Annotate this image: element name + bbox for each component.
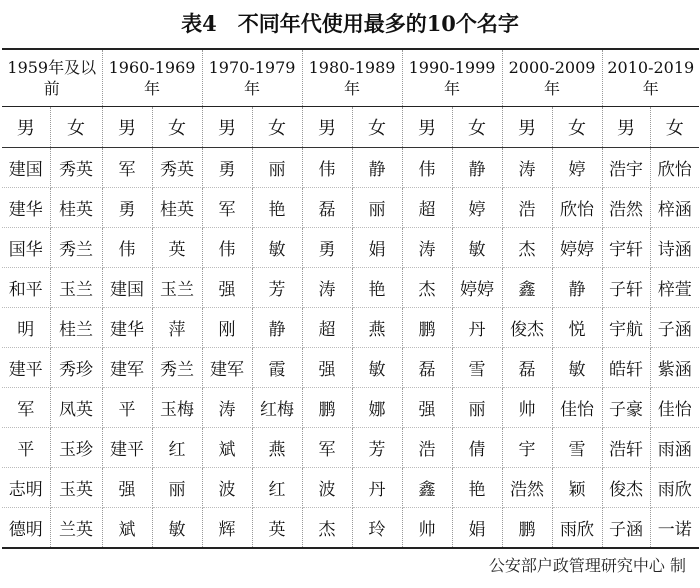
- female-name-cell: 艳: [252, 188, 302, 228]
- male-name-cell: 俊杰: [502, 308, 552, 348]
- female-name-cell: 秀兰: [152, 348, 202, 388]
- female-name-cell: 丹: [452, 308, 502, 348]
- male-header: 男: [402, 107, 452, 148]
- male-name-cell: 浩轩: [602, 428, 650, 468]
- male-name-cell: 鑫: [502, 268, 552, 308]
- female-name-cell: 静: [552, 268, 602, 308]
- female-name-cell: 丽: [452, 388, 502, 428]
- female-name-cell: 静: [452, 148, 502, 188]
- male-name-cell: 斌: [102, 508, 152, 549]
- male-name-cell: 建华: [2, 188, 50, 228]
- female-name-cell: 雪: [452, 348, 502, 388]
- male-name-cell: 波: [302, 468, 352, 508]
- male-name-cell: 鹏: [302, 388, 352, 428]
- male-name-cell: 强: [302, 348, 352, 388]
- male-name-cell: 涛: [402, 228, 452, 268]
- male-name-cell: 涛: [202, 388, 252, 428]
- table-row: [2, 228, 699, 268]
- female-name-cell: 秀英: [50, 148, 102, 188]
- decade-range: 1980-1989: [308, 58, 396, 77]
- female-name-cell: 婷婷: [452, 268, 502, 308]
- male-name-cell: 强: [102, 468, 152, 508]
- male-name-cell: 强: [402, 388, 452, 428]
- female-header: 女: [650, 107, 699, 148]
- female-name-cell: 颖: [552, 468, 602, 508]
- female-name-cell: 梓萱: [650, 268, 699, 308]
- female-name-cell: 婷婷: [552, 228, 602, 268]
- male-name-cell: 建平: [2, 348, 50, 388]
- male-name-cell: 军: [2, 388, 50, 428]
- female-name-cell: 雨涵: [650, 428, 699, 468]
- female-name-cell: 一诺: [650, 508, 699, 549]
- decade-range: 1990-1999: [408, 58, 496, 77]
- table-row: [2, 308, 699, 348]
- female-name-cell: 芳: [252, 268, 302, 308]
- female-name-cell: 敏: [552, 348, 602, 388]
- male-name-cell: 志明: [2, 468, 50, 508]
- male-name-cell: 子轩: [602, 268, 650, 308]
- male-name-cell: 平: [2, 428, 50, 468]
- female-name-cell: 佳怡: [650, 388, 699, 428]
- female-name-cell: 丽: [152, 468, 202, 508]
- female-name-cell: 萍: [152, 308, 202, 348]
- sex-header-row: [2, 107, 699, 148]
- female-name-cell: 玉兰: [50, 268, 102, 308]
- female-name-cell: 秀兰: [50, 228, 102, 268]
- male-name-cell: 伟: [402, 148, 452, 188]
- female-name-cell: 桂英: [152, 188, 202, 228]
- decade-range: 1960-1969: [108, 58, 196, 77]
- female-name-cell: 芳: [352, 428, 402, 468]
- female-name-cell: 敏: [452, 228, 502, 268]
- male-name-cell: 明: [2, 308, 50, 348]
- male-header: 男: [2, 107, 50, 148]
- male-name-cell: 涛: [302, 268, 352, 308]
- decade-header: [102, 49, 202, 107]
- male-name-cell: 伟: [202, 228, 252, 268]
- female-name-cell: 秀珍: [50, 348, 102, 388]
- male-name-cell: 超: [302, 308, 352, 348]
- male-name-cell: 军: [302, 428, 352, 468]
- female-header: 女: [452, 107, 502, 148]
- decade-header: [2, 49, 102, 107]
- top-names-table: [2, 48, 699, 549]
- male-name-cell: 国华: [2, 228, 50, 268]
- male-name-cell: 帅: [502, 388, 552, 428]
- male-name-cell: 勇: [102, 188, 152, 228]
- female-name-cell: 倩: [452, 428, 502, 468]
- male-name-cell: 杰: [502, 228, 552, 268]
- table-row: [2, 508, 699, 549]
- male-name-cell: 浩然: [602, 188, 650, 228]
- female-name-cell: 敏: [252, 228, 302, 268]
- female-name-cell: 玲: [352, 508, 402, 549]
- male-name-cell: 宇: [502, 428, 552, 468]
- female-name-cell: 兰英: [50, 508, 102, 549]
- male-name-cell: 杰: [302, 508, 352, 549]
- decade-header-row: [2, 49, 699, 107]
- female-name-cell: 丽: [352, 188, 402, 228]
- table-row: [2, 268, 699, 308]
- male-header: 男: [102, 107, 152, 148]
- decade-suffix: 前: [43, 79, 60, 98]
- female-name-cell: 娟: [352, 228, 402, 268]
- male-name-cell: 建军: [202, 348, 252, 388]
- female-name-cell: 燕: [252, 428, 302, 468]
- female-name-cell: 英: [152, 228, 202, 268]
- male-name-cell: 斌: [202, 428, 252, 468]
- male-name-cell: 军: [202, 188, 252, 228]
- source-credit: 公安部户政管理研究中心 制: [488, 556, 686, 575]
- male-name-cell: 宇航: [602, 308, 650, 348]
- decade-suffix: 年: [444, 79, 461, 98]
- female-name-cell: 雨欣: [552, 508, 602, 549]
- table-row: [2, 428, 699, 468]
- table-row: [2, 468, 699, 508]
- male-name-cell: 勇: [202, 148, 252, 188]
- male-name-cell: 建国: [2, 148, 50, 188]
- female-name-cell: 静: [352, 148, 402, 188]
- male-name-cell: 强: [202, 268, 252, 308]
- male-header: 男: [602, 107, 650, 148]
- table-row: [2, 348, 699, 388]
- female-name-cell: 英: [252, 508, 302, 549]
- female-name-cell: 秀英: [152, 148, 202, 188]
- decade-suffix: 年: [244, 79, 261, 98]
- table-row: [2, 188, 699, 228]
- female-name-cell: 欣怡: [650, 148, 699, 188]
- female-name-cell: 雨欣: [650, 468, 699, 508]
- male-name-cell: 帅: [402, 508, 452, 549]
- male-name-cell: 磊: [402, 348, 452, 388]
- decade-suffix: 年: [544, 79, 561, 98]
- male-name-cell: 子涵: [602, 508, 650, 549]
- female-name-cell: 婷: [452, 188, 502, 228]
- female-header: 女: [252, 107, 302, 148]
- female-name-cell: 霞: [252, 348, 302, 388]
- female-header: 女: [552, 107, 602, 148]
- decade-range: 1970-1979: [208, 58, 296, 77]
- female-name-cell: 敏: [352, 348, 402, 388]
- male-name-cell: 辉: [202, 508, 252, 549]
- female-name-cell: 艳: [452, 468, 502, 508]
- female-name-cell: 佳怡: [552, 388, 602, 428]
- male-name-cell: 伟: [102, 228, 152, 268]
- male-name-cell: 德明: [2, 508, 50, 549]
- female-name-cell: 欣怡: [552, 188, 602, 228]
- female-header: 女: [50, 107, 102, 148]
- male-name-cell: 子豪: [602, 388, 650, 428]
- male-name-cell: 涛: [502, 148, 552, 188]
- male-header: 男: [502, 107, 552, 148]
- decade-suffix: 年: [344, 79, 361, 98]
- female-name-cell: 丽: [252, 148, 302, 188]
- male-name-cell: 鑫: [402, 468, 452, 508]
- female-header: 女: [352, 107, 402, 148]
- decade-header: [602, 49, 699, 107]
- female-name-cell: 玉兰: [152, 268, 202, 308]
- male-name-cell: 浩: [502, 188, 552, 228]
- female-name-cell: 诗涵: [650, 228, 699, 268]
- female-name-cell: 雪: [552, 428, 602, 468]
- decade-suffix: 年: [144, 79, 161, 98]
- male-name-cell: 宇轩: [602, 228, 650, 268]
- female-name-cell: 梓涵: [650, 188, 699, 228]
- male-name-cell: 鹏: [402, 308, 452, 348]
- male-name-cell: 杰: [402, 268, 452, 308]
- female-name-cell: 玉珍: [50, 428, 102, 468]
- female-name-cell: 玉梅: [152, 388, 202, 428]
- male-name-cell: 浩宇: [602, 148, 650, 188]
- female-name-cell: 静: [252, 308, 302, 348]
- male-name-cell: 皓轩: [602, 348, 650, 388]
- female-name-cell: 丹: [352, 468, 402, 508]
- female-name-cell: 娜: [352, 388, 402, 428]
- decade-range: 2000-2009: [508, 58, 596, 77]
- male-name-cell: 军: [102, 148, 152, 188]
- male-name-cell: 平: [102, 388, 152, 428]
- decade-header: [402, 49, 502, 107]
- female-name-cell: 红: [252, 468, 302, 508]
- female-name-cell: 子涵: [650, 308, 699, 348]
- table-row: [2, 388, 699, 428]
- male-name-cell: 刚: [202, 308, 252, 348]
- male-name-cell: 伟: [302, 148, 352, 188]
- male-name-cell: 和平: [2, 268, 50, 308]
- female-name-cell: 敏: [152, 508, 202, 549]
- male-name-cell: 波: [202, 468, 252, 508]
- female-name-cell: 凤英: [50, 388, 102, 428]
- decade-range: 2010-2019: [607, 58, 695, 77]
- male-name-cell: 建华: [102, 308, 152, 348]
- female-name-cell: 婷: [552, 148, 602, 188]
- decade-header: [202, 49, 302, 107]
- female-name-cell: 艳: [352, 268, 402, 308]
- table-title: 表4 不同年代使用最多的10个名字: [181, 11, 519, 36]
- male-name-cell: 超: [402, 188, 452, 228]
- female-header: 女: [152, 107, 202, 148]
- female-name-cell: 娟: [452, 508, 502, 549]
- female-name-cell: 红梅: [252, 388, 302, 428]
- male-name-cell: 磊: [302, 188, 352, 228]
- female-name-cell: 桂英: [50, 188, 102, 228]
- decade-range: 1959年及以: [7, 58, 97, 77]
- male-name-cell: 建国: [102, 268, 152, 308]
- male-header: 男: [302, 107, 352, 148]
- female-name-cell: 桂兰: [50, 308, 102, 348]
- decade-header: [502, 49, 602, 107]
- male-name-cell: 建军: [102, 348, 152, 388]
- male-name-cell: 磊: [502, 348, 552, 388]
- male-name-cell: 建平: [102, 428, 152, 468]
- male-name-cell: 勇: [302, 228, 352, 268]
- female-name-cell: 悦: [552, 308, 602, 348]
- table-row: [2, 148, 699, 188]
- female-name-cell: 燕: [352, 308, 402, 348]
- male-name-cell: 浩: [402, 428, 452, 468]
- male-name-cell: 浩然: [502, 468, 552, 508]
- male-name-cell: 俊杰: [602, 468, 650, 508]
- decade-suffix: 年: [642, 79, 659, 98]
- male-name-cell: 鹏: [502, 508, 552, 549]
- male-header: 男: [202, 107, 252, 148]
- decade-header: [302, 49, 402, 107]
- female-name-cell: 玉英: [50, 468, 102, 508]
- female-name-cell: 紫涵: [650, 348, 699, 388]
- female-name-cell: 红: [152, 428, 202, 468]
